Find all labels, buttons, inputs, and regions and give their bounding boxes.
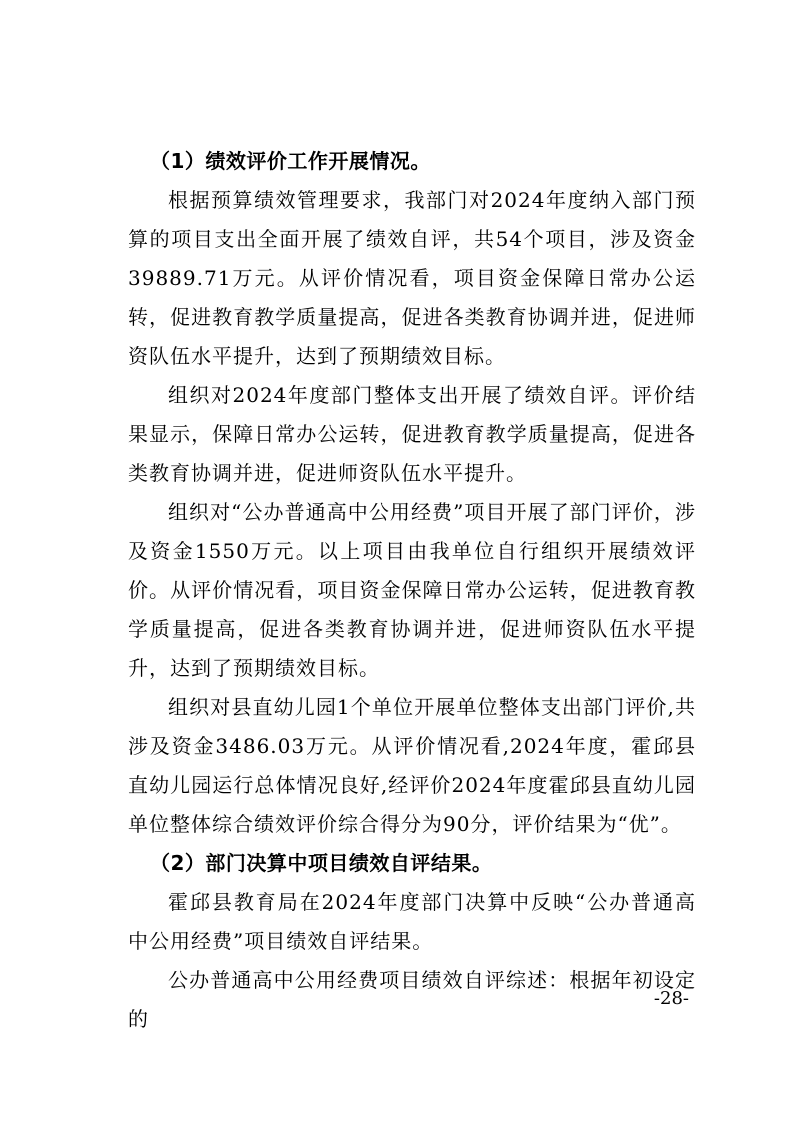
document-body: [128, 142, 696, 1039]
section-heading-1: （1）绩效评价工作开展情况。: [150, 149, 431, 173]
paragraph-overall-expenditure: 组织对2024年度部门整体支出开展了绩效自评。评价结果显示，保障日常办公运转，促进教育教学质量提高，促进各类教育协调并进，促进师资队伍水平提升。: [128, 383, 696, 485]
paragraph-final-accounts: 霍邱县教育局在2024年度部门决算中反映“公办普通高中公用经费”项目绩效自评结果。: [128, 890, 696, 953]
paragraph-project-self-evaluation: 根据预算绩效管理要求，我部门对2024年度纳入部门预算的项目支出全面开展了绩效自评，共54个项目，涉及资金39889.71万元。从评价情况看，项目资金保障日常办公运转，促进教育教学质量提高，促进各类教育协调并进，促进师资队伍水平提升，达到了预期绩效目标。: [128, 188, 696, 368]
paragraph-kindergarten-evaluation: 组织对县直幼儿园1个单位开展单位整体支出部门评价,共涉及资金3486.03万元。从评价情况看,2024年度，霍邱县直幼儿园运行总体情况良好,经评价2024年度霍邱县直幼儿园单位整体综合绩效评价综合得分为90分，评价结果为“优”。: [128, 695, 696, 836]
paragraph-high-school-funds: 组织对“公办普通高中公用经费”项目开展了部门评价，涉及资金1550万元。以上项目由我单位自行组织开展绩效评价。从评价情况看，项目资金保障日常办公运转，促进教育教学质量提高，促进各类教育协调并进，促进师资队伍水平提升，达到了预期绩效目标。: [128, 500, 696, 680]
page-number: -28-: [653, 988, 689, 1009]
paragraph-summary-start: 公办普通高中公用经费项目绩效自评综述：根据年初设定的: [128, 968, 696, 1031]
section-heading-2: （2）部门决算中项目绩效自评结果。: [150, 851, 493, 875]
